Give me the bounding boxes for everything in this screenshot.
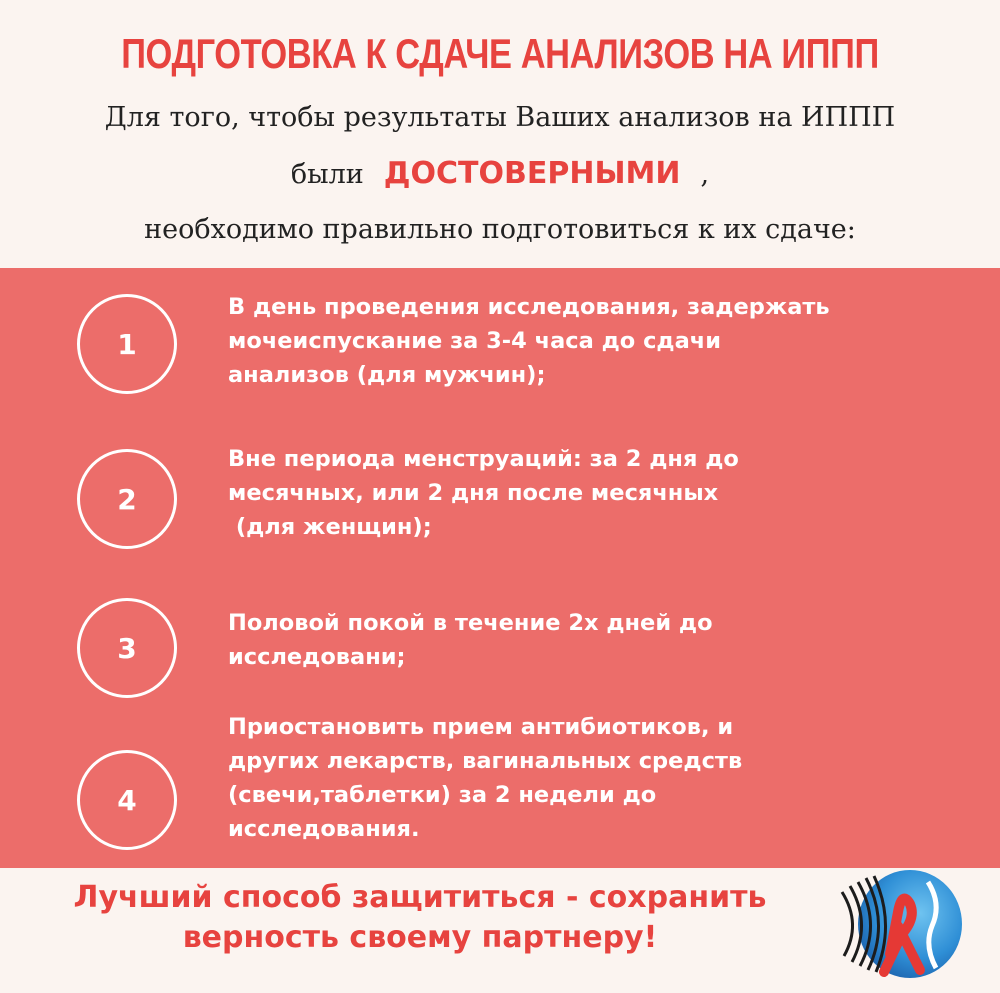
step-4-line-4: исследования.: [228, 816, 420, 842]
step-4-line-3: (свечи,таблетки) за 2 недели до: [228, 782, 657, 808]
step-2-line-3: (для женщин);: [228, 514, 432, 540]
step-3-line-2: исследовани;: [228, 644, 406, 670]
intro-line-2-before: были: [290, 159, 364, 190]
step-4-line-1: Приостановить прием антибиотиков, и: [228, 714, 734, 740]
step-4-line-2: других лекарств, вагинальных средств: [228, 748, 743, 774]
step-3-line-1: Половой покой в течение 2х дней до: [228, 610, 713, 636]
footer-line-1: Лучший способ защититься - сохранить: [73, 880, 767, 915]
steps-panel: [0, 268, 1000, 868]
step-1-line-2: мочеиспускание за 3-4 часа до сдачи: [228, 328, 721, 354]
step-2-line-2: месячных, или 2 дня после месячных: [228, 480, 719, 506]
intro-line-2: [0, 156, 1000, 193]
intro-highlight: ДОСТОВЕРНЫМИ: [383, 156, 681, 191]
step-1-text: [228, 290, 968, 392]
intro-line-3: необходимо правильно подготовиться к их сдаче:: [144, 214, 856, 245]
intro-line-1: Для того, чтобы результаты Ваших анализов на ИППП: [104, 102, 896, 133]
step-3-number-circle: 3: [77, 598, 177, 698]
step-2-number-circle: 2: [77, 449, 177, 549]
step-4-text: [228, 710, 968, 846]
step-1-line-3: анализов (для мужчин);: [228, 362, 546, 388]
step-3-text: [228, 606, 968, 674]
step-4-number-circle: 4: [77, 750, 177, 850]
red-ribbon-globe-logo-icon: [832, 864, 968, 984]
footer-line-2: верность своему партнеру!: [182, 920, 658, 955]
footer-slogan: [20, 878, 820, 958]
intro-line-2-after: ,: [700, 159, 710, 190]
step-2-line-1: Вне периода менструаций: за 2 дня до: [228, 446, 739, 472]
step-2-text: [228, 442, 968, 544]
step-1-number-circle: 1: [77, 294, 177, 394]
page-title: ПОДГОТОВКА К СДАЧЕ АНАЛИЗОВ НА ИППП: [121, 30, 879, 77]
step-1-line-1: В день проведения исследования, задержать: [228, 294, 830, 320]
